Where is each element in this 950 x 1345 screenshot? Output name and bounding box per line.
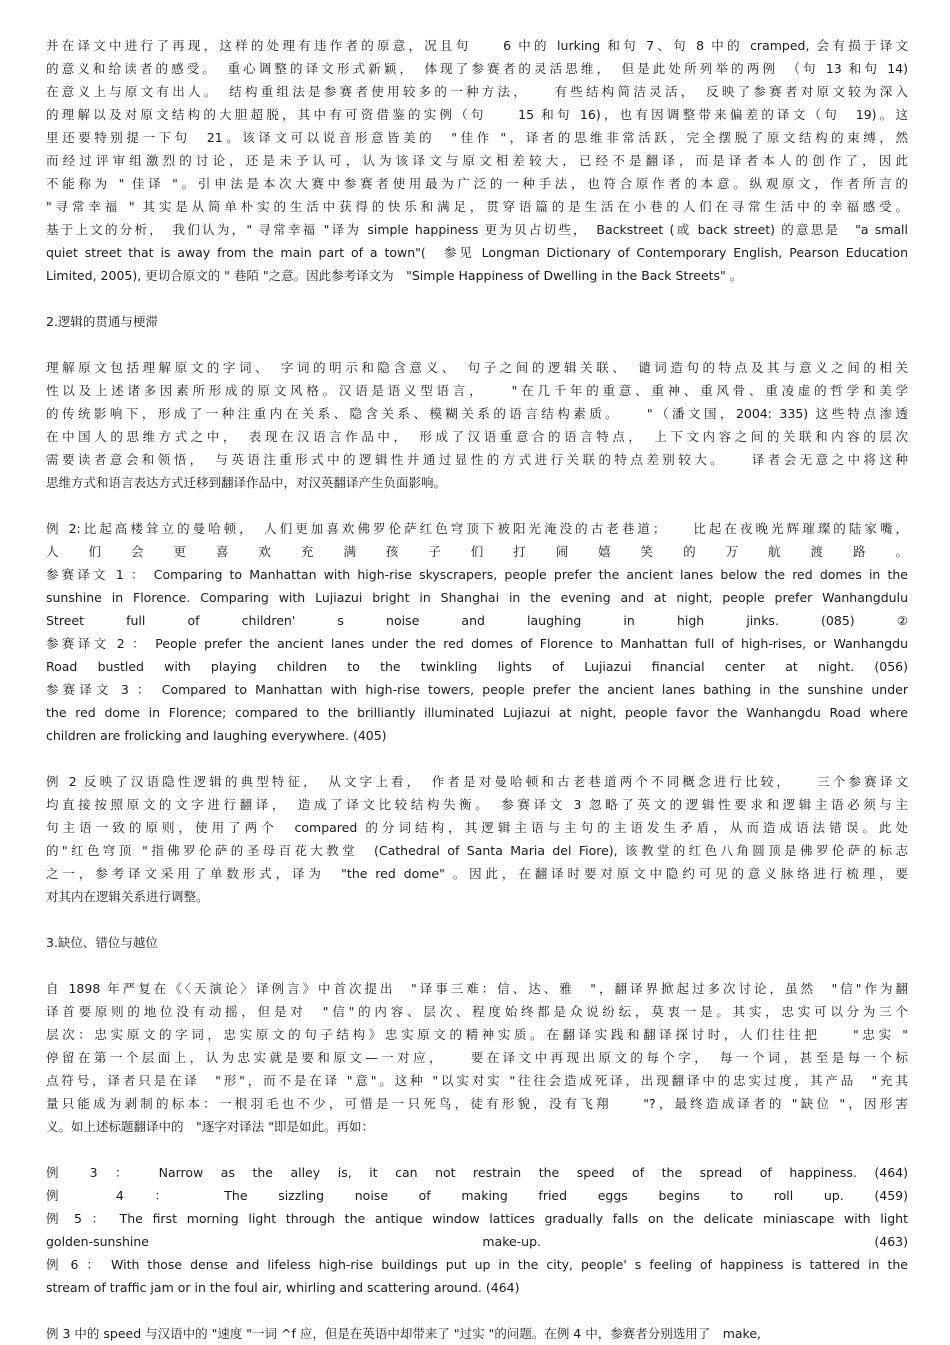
text-line: 性以及上述诸多因素所形成的原文风格。汉语是语义型语言， "在几千年的重意、重神、重风骨、重凌虚的哲学和美学	[46, 383, 908, 398]
text-line: 人们会更喜欢充满孩子们打闹嬉笑的万航渡路。	[46, 544, 908, 559]
paragraph-gap	[46, 1138, 908, 1161]
text-line: 的意义和给读者的感受。 重心调整的译文形式新颖， 体现了参赛者的灵活思维， 但是此处所列举的两例 （句 13 和句 14)	[46, 61, 908, 76]
paragraph-gap	[46, 747, 908, 770]
text-line: 例 4 ： The sizzling noise of making fried eggs begins to roll up. (459)	[46, 1188, 908, 1203]
text-line: 例 2 反映了汉语隐性逻辑的典型特征， 从文字上看， 作者是对曼哈顿和古老巷道两个不同概念进行比较， 三个参赛译文	[46, 774, 908, 789]
text-line: 例 3 ： Narrow as the alley is, it can not restrain the speed of the spread of happiness. (464)	[46, 1165, 908, 1180]
text-line: 基于上文的分析， 我们认为，" 寻常幸福 "译为 simple happiness 更为贝占切些， Backstreet (或 back street) 的意思是 "a small	[46, 222, 908, 237]
text-line: 参赛译文 2 ： People prefer the ancient lanes under the red domes of Florence to Manhattan full of high-rises, or Wanhangdu	[46, 636, 908, 651]
paragraph-gap	[46, 954, 908, 977]
text-line: 例 2:比起高楼耸立的曼哈顿， 人们更加喜欢佛罗伦萨红色穹顶下被阳光淹没的古老巷道； 比起在夜晚光辉璀璨的陆家嘴，	[46, 521, 908, 536]
paragraph-gap	[46, 333, 908, 356]
text-line: 理解原文包括理解原文的字词、 字词的明示和隐含意义、 句子之间的逻辑关联、 谴词造句的特点及其与意义之间的相关	[46, 360, 908, 375]
paragraph-gap	[46, 1299, 908, 1322]
text-line: 需要读者意会和领悟， 与英语注重形式中的逻辑性并通过显性的方式进行关联的特点差别较大。 译者会无意之中将这种	[46, 452, 908, 467]
text-line: 2.逻辑的贯通与梗滞	[46, 314, 158, 329]
paragraph	[46, 517, 908, 747]
text-line: the red dome in Florence; compared to the brilliantly illuminated Lujiazui at night, people favor the Wanhangdu Road where	[46, 705, 908, 720]
text-line: 而经过评审组激烈的讨论，还是未予认可，认为该译文与原文相差较大，已经不是翻译，而是译者本人的创作了，因此	[46, 153, 908, 168]
paragraph	[46, 1322, 908, 1345]
text-line: "寻常幸福 " 其实是从简单朴实的生活中获得的快乐和满足，贯穿语篇的是生活在小巷的人们在寻常生活中的幸福感受。	[46, 199, 908, 214]
text-line: 均直接按照原文的文字进行翻译， 造成了译文比较结构失衡。 参赛译文 3 忽略了英文的逻辑性要求和逻辑主语必须与主	[46, 797, 908, 812]
paragraph	[46, 356, 908, 494]
text-line: 例 3 中的 speed 与汉语中的 "速度 "一词 ^f 应，但是在英语中却带来了 "过实 "的问题。在例 4 中，参赛者分别选用了 make,	[46, 1326, 762, 1341]
text-line: 在中国人的思维方式之中， 表现在汉语言作品中， 形成了汉语重意合的语言特点， 上下文内容之间的关联和内容的层次	[46, 429, 908, 444]
text-line: Street full of children' s noise and laughing in high jinks. (085) ②	[46, 613, 908, 628]
text-line: Limited, 2005), 更切合原文的 " 巷陌 "之意。因此参考译文为 "Simple Happiness of Dwelling in the Back Streets" 。	[46, 268, 743, 283]
paragraph	[46, 931, 908, 954]
text-line: 自 1898 年严复在《〈天演论〉译例言》中首次提出 "译事三难：信、达、雅 "，翻译界掀起过多次讨论，虽然 "信"作为翻	[46, 981, 908, 996]
text-line: 对其内在逻辑关系进行调整。	[46, 889, 209, 904]
paragraph	[46, 977, 908, 1138]
text-line: 译首要原则的地位没有动摇，但是对 "信"的内容、层次、程度始终都是众说纷纭，莫衷一是。其实，忠实可以分为三个	[46, 1004, 908, 1019]
text-line: 的传统影响下，形成了一种注重内在关系、隐含关系、模糊关系的语言结构素质。 "（潘文国，2004: 335) 这些特点渗透	[46, 406, 908, 421]
text-line: 点符号，译者只是在译 "形"，而不是在译 "意"。这种 "以实对实 "往往会造成死译，出现翻译中的忠实过度，其产品 "充其	[46, 1073, 908, 1088]
text-line: 参赛译文 1 ： Comparing to Manhattan with high-rise skyscrapers, people prefer the ancient lanes below the red domes in the	[46, 567, 908, 582]
paragraph-gap	[46, 494, 908, 517]
text-line: sunshine in Florence. Comparing with Lujiazui bright in Shanghai in the evening and at night, people prefer Wanhangdulu	[46, 590, 908, 605]
paragraph	[46, 34, 908, 287]
text-line: 参赛译文 3 ： Compared to Manhattan with high-rise towers, people prefer the ancient lanes bathing in the sunshine under	[46, 682, 908, 697]
text-line: quiet street that is away from the main part of a town"( 参见 Longman Dictionary of Contemporary English, Pearson Education	[46, 245, 908, 260]
text-line: 的"红色穹顶 "指佛罗伦萨的圣母百花大教堂 (Cathedral of Santa Maria del Fiore), 该教堂的红色八角圆顶是佛罗伦萨的标志	[46, 843, 908, 858]
text-line: 停留在第一个层面上，认为忠实就是要和原文—一对应， 要在译文中再现出原文的每个字， 每一个词，甚至是每一个标	[46, 1050, 908, 1065]
text-line: Road bustled with playing children to the twinkling lights of Lujiazui financial center at night. (056)	[46, 659, 908, 674]
paragraph-gap	[46, 908, 908, 931]
paragraph	[46, 770, 908, 908]
text-line: 里还要特别提一下句 21。该译文可以说音形意皆美的 "佳作 "，译者的思维非常活跃，完全摆脱了原文结构的束缚，然	[46, 130, 908, 145]
text-line: 例 5 ： The first morning light through the antique window lattices gradually falls on the delicate miniascape with light	[46, 1211, 908, 1226]
text-line: golden-sunshine make-up. (463)	[46, 1234, 908, 1249]
text-line: 并在译文中进行了再现，这样的处理有违作者的原意，况且句 6 中的 lurking 和句 7、句 8 中的 cramped, 会有损于译文	[46, 38, 908, 53]
text-line: 思维方式和语言表达方式迁移到翻译作品中，对汉英翻译产生负面影响。	[46, 475, 447, 490]
paragraph	[46, 1161, 908, 1299]
text-line: 层次：忠实原文的字词，忠实原文的句子结构》忠实原文的精神实质。在翻译实践和翻译探讨时，人们往往把 "忠实 "	[46, 1027, 908, 1042]
text-line: 义。如上述标题翻译中的 "逐字对译法 "即是如此。再如：	[46, 1119, 374, 1134]
text-line: 例 6 ： With those dense and lifeless high-rise buildings put up in the city, people' s feeling of happiness is tattered in the	[46, 1257, 908, 1272]
text-line: 句主语一致的原则，使用了两个 compared 的分词结构，其逻辑主语与主句的主语发生矛盾，从而造成语法错误。此处	[46, 820, 908, 835]
text-line: 量只能成为剥制的标本：一根羽毛也不少，可惜是一只死鸟，徒有形貌，没有飞翔 "?，最终造成译者的 "缺位 "，因形害	[46, 1096, 908, 1111]
paragraph	[46, 310, 908, 333]
text-line: 的理解以及对原文结构的大胆超脱，其中有可资借鉴的实例（句 15 和句 16)，也有因调整带来偏差的译文（句 19)。这	[46, 107, 908, 122]
text-line: 之一，参考译文采用了单数形式，译为 "the red dome" 。因此，在翻译时要对原文中隐约可见的意义脉络进行梳理，要	[46, 866, 908, 881]
text-line: 3.缺位、错位与越位	[46, 935, 158, 950]
text-line: 不能称为 " 佳译 "。引申法是本次大赛中参赛者使用最为广泛的一种手法，也符合原作者的本意。纵观原文，作者所言的	[46, 176, 908, 191]
document-page	[46, 34, 908, 1345]
text-line: stream of traffic jam or in the foul air, whirling and scattering around. (464)	[46, 1280, 520, 1295]
paragraph-gap	[46, 287, 908, 310]
text-line: 在意义上与原文有出人。 结构重组法是参赛者使用较多的一种方法， 有些结构简洁灵活， 反映了参赛者对原文较为深入	[46, 84, 908, 99]
text-line: children are frolicking and laughing everywhere. (405)	[46, 728, 387, 743]
